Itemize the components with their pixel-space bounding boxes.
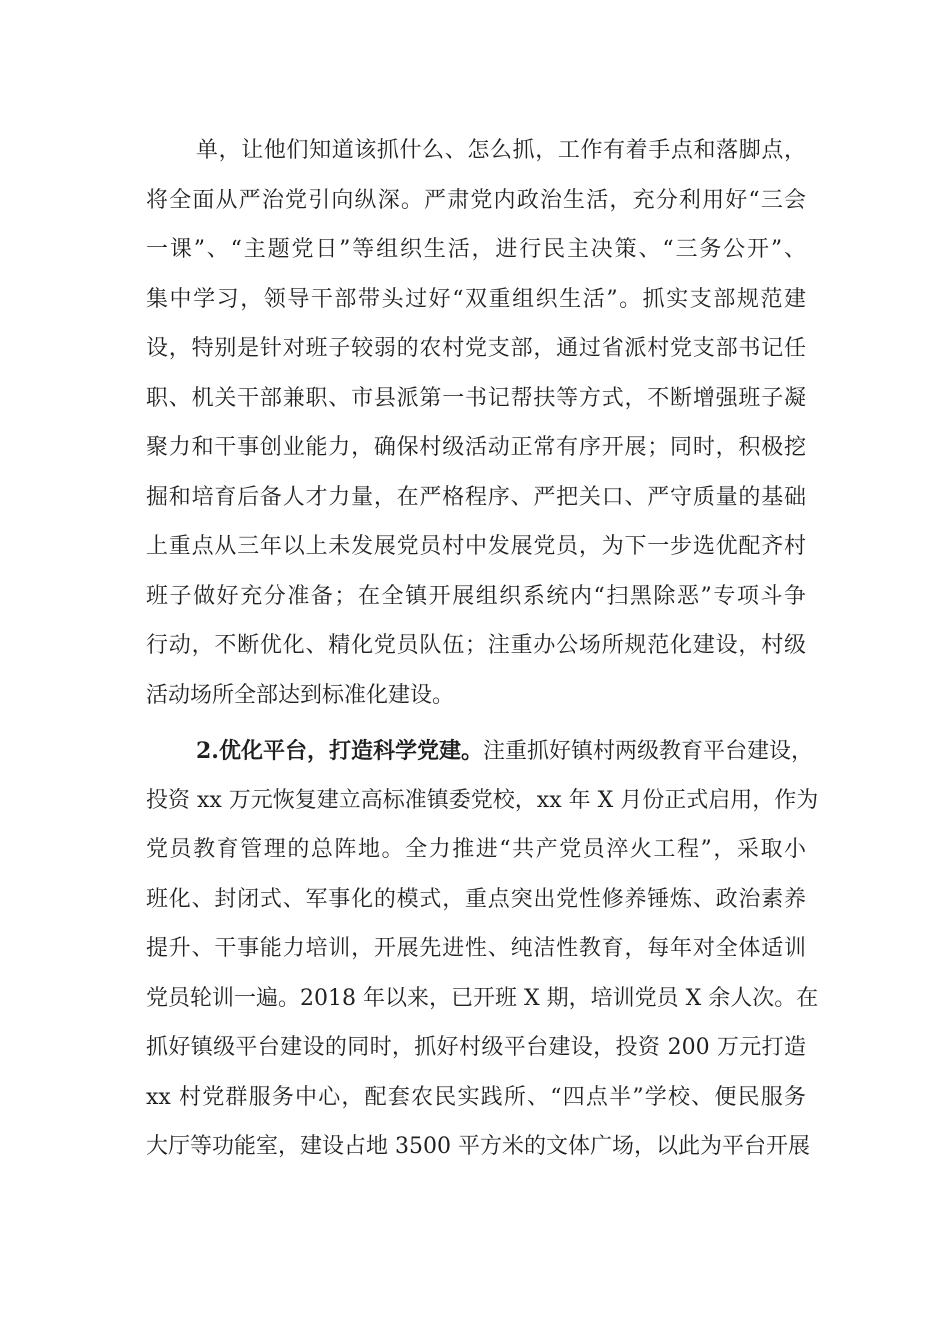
text-line: 上重点从三年以上未发展党员村中发展党员，为下一步选优配齐村	[146, 534, 806, 559]
text-line: 将全面从严治党引向纵深。严肃党内政治生活，充分利用好“三会	[146, 187, 806, 213]
text-line: 抓好镇级平台建设的同时，抓好村级平台建设，投资 200 万元打造	[146, 1035, 806, 1060]
text-line: 设，特别是针对班子较弱的农村党支部，通过省派村党支部书记任	[146, 336, 806, 361]
text-line-with-heading	[146, 738, 813, 790]
text-line: 大厅等功能室，建设占地 3500 平方米的文体广场，以此为平台开展	[146, 1134, 810, 1159]
text-line: 行动，不断优化、精化党员队伍；注重办公场所规范化建设，村级	[146, 633, 806, 658]
text-line: 职、机关干部兼职、市县派第一书记帮扶等方式，不断增强班子凝	[146, 385, 806, 411]
text-line: 活动场所全部达到标准化建设。	[146, 682, 455, 708]
text-line: 党员轮训一遍。2018 年以来，已开班 X 期，培训党员 X 余人次。在	[146, 985, 819, 1011]
text-line: 一课”、“主题党日”等组织生活，进行民主决策、“三务公开”、	[146, 237, 806, 262]
text-line: 党员教育管理的总阵地。全力推进“共产党员淬火工程”，采取小	[146, 837, 806, 862]
text-line: 投资 xx 万元恢复建立高标准镇委党校，xx 年 X 月份正式启用，作为	[146, 787, 819, 813]
text-line: 班化、封闭式、军事化的模式，重点突出党性修养锤炼、政治素养	[146, 886, 806, 912]
text-line: 提升、干事能力培训，开展先进性、纯洁性教育，每年对全体适训	[146, 936, 806, 961]
text-line: 班子做好充分准备；在全镇开展组织系统内“扫黑除恶”专项斗争	[146, 583, 806, 609]
text-line: 集中学习，领导干部带头过好“双重组织生活”。抓实支部规范建	[146, 286, 806, 312]
paragraph-1	[146, 140, 806, 734]
section-heading: 2.优化平台，打造科学党建。	[196, 738, 483, 764]
text-line: 聚力和干事创业能力，确保村级活动正常有序开展；同时，积极挖	[146, 435, 806, 460]
text-line: xx 村党群服务中心，配套农民实践所、“四点半”学校、便民服务	[146, 1084, 806, 1110]
text-line: 掘和培育后备人才力量，在严格程序、严把关口、严守质量的基础	[146, 484, 806, 510]
paragraph-2	[146, 738, 819, 1186]
text-line-rest: 注重抓好镇村两级教育平台建设，	[482, 739, 813, 764]
text-line: 单，让他们知道该抓什么、怎么抓，工作有着手点和落脚点，	[196, 138, 806, 163]
